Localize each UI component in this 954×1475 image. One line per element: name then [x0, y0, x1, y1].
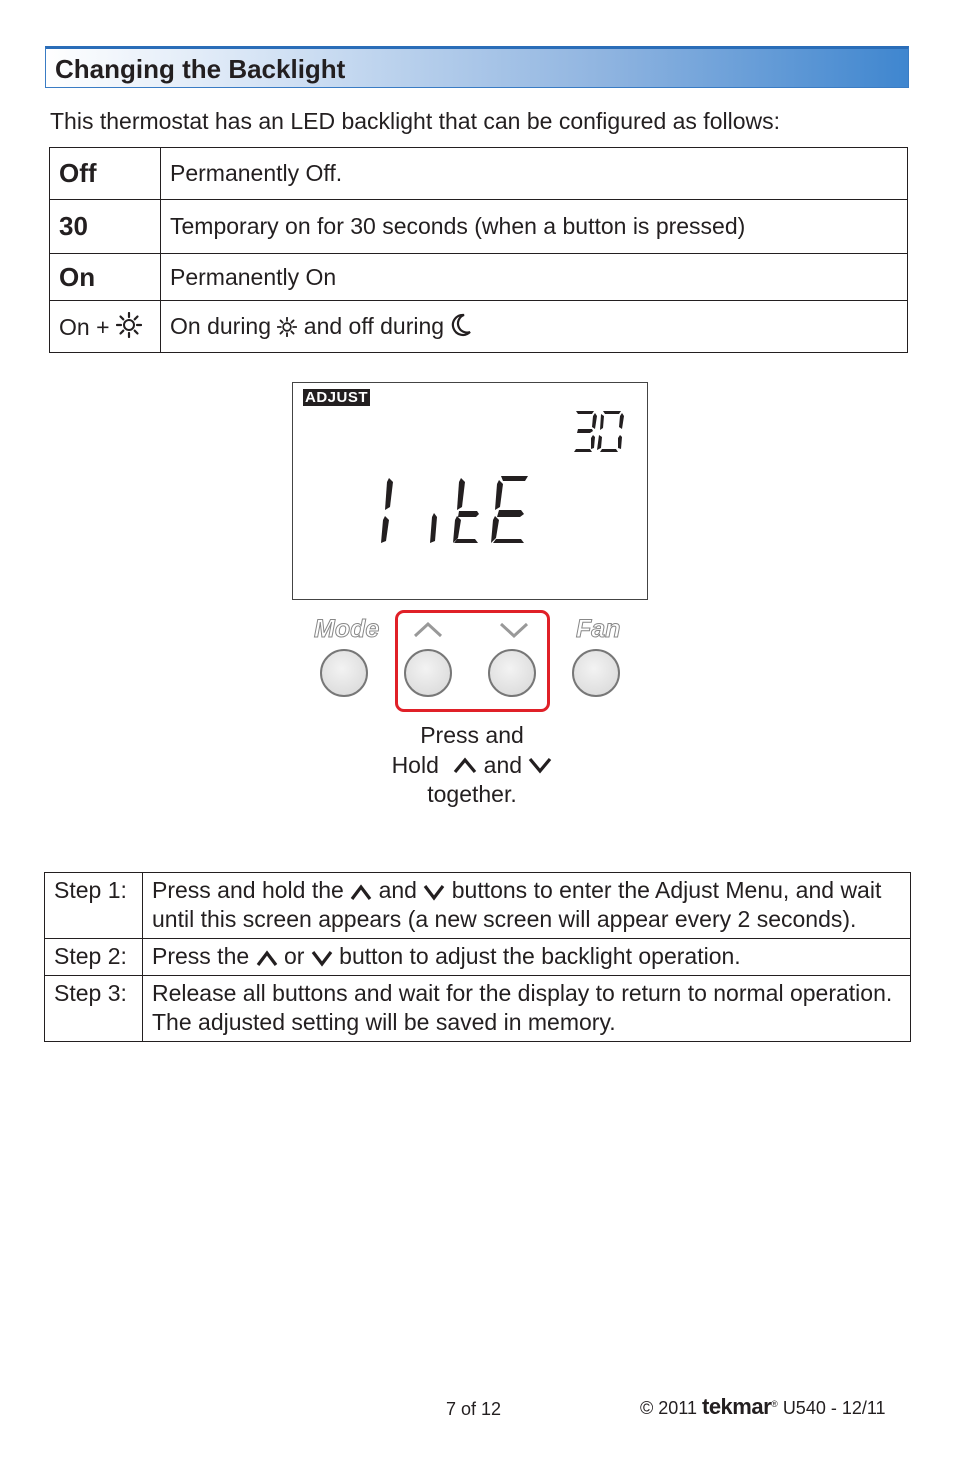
table-row	[45, 939, 911, 976]
lcd-digit-3	[574, 411, 597, 452]
up-chevron-icon	[350, 883, 372, 901]
table-row	[50, 148, 908, 200]
table-row	[45, 976, 911, 1042]
step-label: Step 3:	[45, 976, 143, 1042]
option-desc-a: On during	[170, 313, 272, 339]
caption-line-3: together.	[427, 781, 517, 807]
mode-button[interactable]	[320, 649, 368, 697]
step-text-a: Press the	[152, 943, 250, 969]
backlight-options-table	[49, 147, 908, 353]
table-row	[50, 254, 908, 301]
steps-table	[44, 872, 911, 1042]
option-key: On	[50, 254, 161, 301]
section-title: Changing the Backlight	[55, 54, 346, 84]
moon-icon	[450, 313, 472, 337]
lcd-char-l	[381, 478, 393, 543]
brand-logo: tekmar	[702, 1394, 772, 1419]
table-row	[50, 301, 908, 353]
down-chevron-icon	[311, 949, 333, 967]
option-key-cell	[50, 301, 161, 353]
copyright: © 2011	[640, 1398, 697, 1418]
registered-mark: ®	[771, 1399, 778, 1409]
up-chevron-icon	[256, 949, 278, 967]
intro-text: This thermostat has an LED backlight that can be configured as follows:	[50, 108, 781, 134]
option-desc: Permanently On	[161, 254, 908, 301]
lcd-char-e	[491, 476, 528, 543]
step-text	[143, 939, 911, 976]
table-row	[50, 200, 908, 254]
caption-hold: Hold	[391, 752, 439, 778]
sun-icon	[116, 312, 142, 338]
section-header	[45, 46, 909, 88]
option-desc: Temporary on for 30 seconds (when a button is pressed)	[161, 200, 908, 254]
step-text: Release all buttons and wait for the display to return to normal operation. The adjusted setting will be saved in memory.	[143, 976, 911, 1042]
down-chevron-icon	[423, 883, 445, 901]
up-chevron-icon	[453, 756, 477, 774]
doc-code: U540 - 12/11	[782, 1398, 886, 1418]
step-text	[143, 873, 911, 939]
step-text-b: and	[378, 877, 417, 903]
option-key: 30	[50, 200, 161, 254]
step-text-c: button to adjust the backlight operation.	[339, 943, 741, 969]
mode-label: Mode	[314, 615, 380, 643]
option-key: On +	[59, 314, 110, 340]
step-text-b: or	[283, 943, 305, 969]
step-label: Step 1:	[45, 873, 143, 939]
lcd-segments	[293, 383, 649, 601]
sun-icon	[277, 317, 297, 337]
option-desc-b: and off during	[303, 313, 445, 339]
step-text-a: Press and hold the	[152, 877, 344, 903]
page-number: 7 of 12	[446, 1399, 502, 1419]
up-down-highlight	[395, 610, 550, 712]
adjust-badge: ADJUST	[305, 389, 369, 406]
option-desc: Permanently Off.	[161, 148, 908, 200]
lcd-display	[292, 382, 648, 600]
lcd-digit-0	[597, 411, 624, 452]
step-text-c: buttons to enter the Adjust Menu, and wait until this screen appears (a new screen will appear every 2 seconds).	[152, 877, 882, 932]
fan-button[interactable]	[572, 649, 620, 697]
fan-label: Fan	[576, 615, 621, 643]
lcd-char-t	[453, 478, 479, 543]
option-key: Off	[50, 148, 161, 200]
step-label: Step 2:	[45, 939, 143, 976]
down-chevron-icon	[528, 756, 552, 774]
footer-right	[640, 1394, 886, 1420]
caption-line-2	[372, 752, 572, 779]
option-desc-cell	[161, 301, 908, 353]
caption-line-1: Press and	[420, 722, 524, 748]
lcd-char-i	[430, 513, 437, 543]
caption-and: and	[483, 752, 523, 778]
table-row	[45, 873, 911, 939]
